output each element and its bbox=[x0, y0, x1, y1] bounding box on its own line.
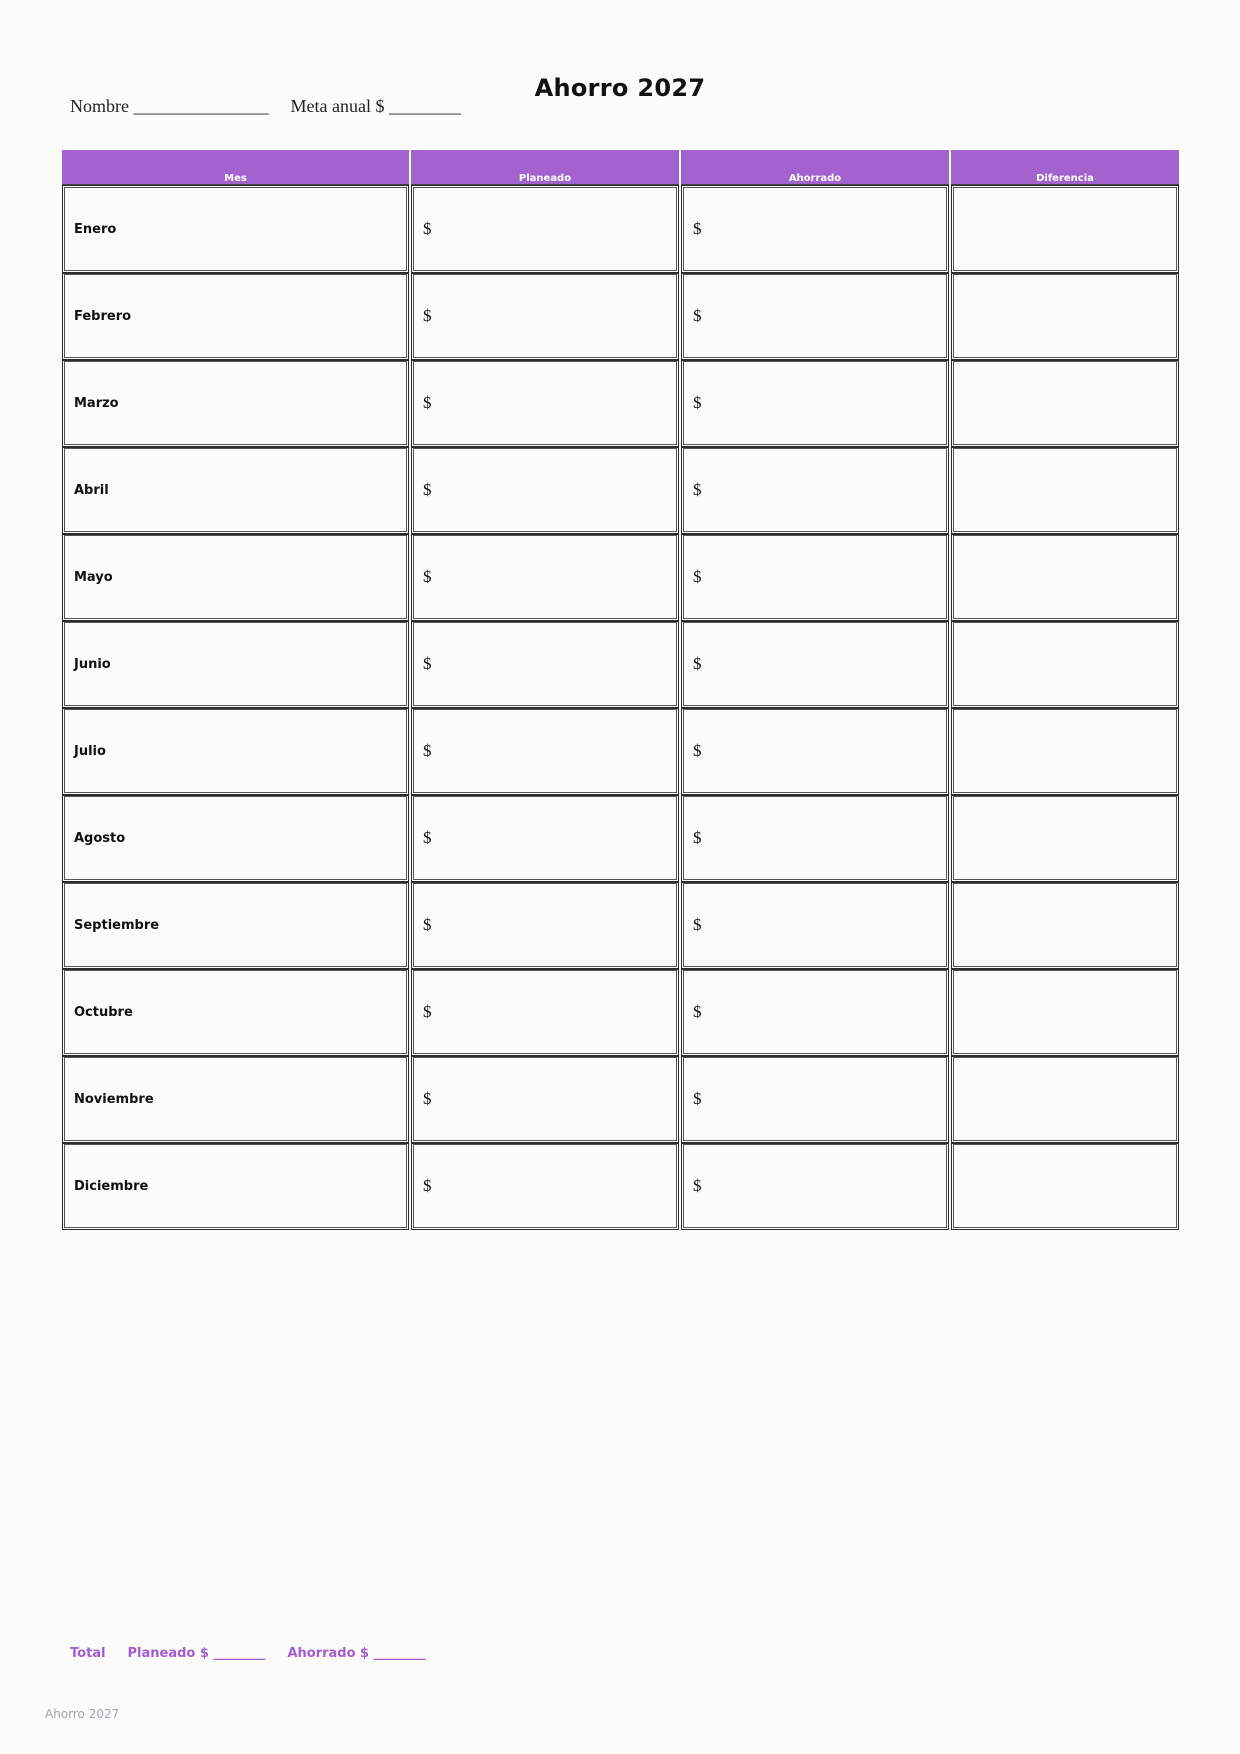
diferencia-cell[interactable] bbox=[951, 360, 1179, 447]
currency-symbol: $ bbox=[693, 1089, 702, 1108]
ahorrado-cell[interactable] bbox=[681, 447, 949, 534]
planeado-cell[interactable] bbox=[411, 185, 679, 273]
currency-symbol: $ bbox=[423, 654, 432, 673]
currency-symbol: $ bbox=[693, 480, 702, 499]
month-cell bbox=[62, 185, 409, 273]
planeado-cell[interactable] bbox=[411, 360, 679, 447]
table-row bbox=[62, 1056, 1179, 1143]
diferencia-cell[interactable] bbox=[951, 708, 1179, 795]
table-row bbox=[62, 447, 1179, 534]
month-cell bbox=[62, 447, 409, 534]
page-title-text: Ahorro 2027 bbox=[534, 74, 706, 102]
table-row bbox=[62, 969, 1179, 1056]
diferencia-cell[interactable] bbox=[951, 273, 1179, 360]
diferencia-cell[interactable] bbox=[951, 621, 1179, 708]
currency-symbol: $ bbox=[693, 1002, 702, 1021]
savings-table bbox=[60, 150, 1181, 1230]
month-cell bbox=[62, 795, 409, 882]
month-label: Agosto bbox=[74, 831, 126, 846]
currency-symbol: $ bbox=[693, 915, 702, 934]
month-label: Diciembre bbox=[74, 1179, 149, 1194]
total-ahorrado-field[interactable]: Ahorrado $ ________ bbox=[287, 1646, 426, 1661]
currency-symbol: $ bbox=[693, 306, 702, 325]
currency-symbol: $ bbox=[693, 567, 702, 586]
diferencia-cell[interactable] bbox=[951, 969, 1179, 1056]
month-cell bbox=[62, 1056, 409, 1143]
planeado-cell[interactable] bbox=[411, 795, 679, 882]
month-label: Febrero bbox=[74, 309, 132, 324]
table-row bbox=[62, 708, 1179, 795]
ahorrado-cell[interactable] bbox=[681, 882, 949, 969]
meta-anual-field[interactable]: Meta anual $ ________ bbox=[290, 96, 461, 116]
planeado-cell[interactable] bbox=[411, 1056, 679, 1143]
currency-symbol: $ bbox=[423, 741, 432, 760]
currency-symbol: $ bbox=[423, 219, 432, 238]
currency-symbol: $ bbox=[423, 480, 432, 499]
currency-symbol: $ bbox=[423, 567, 432, 586]
diferencia-cell[interactable] bbox=[951, 1056, 1179, 1143]
table-row bbox=[62, 621, 1179, 708]
table-row bbox=[62, 882, 1179, 969]
currency-symbol: $ bbox=[423, 828, 432, 847]
column-header-planeado: Planeado bbox=[411, 150, 679, 185]
currency-symbol: $ bbox=[693, 828, 702, 847]
planeado-cell[interactable] bbox=[411, 534, 679, 621]
column-header-ahorrado: Ahorrado bbox=[681, 150, 949, 185]
diferencia-cell[interactable] bbox=[951, 795, 1179, 882]
table-row bbox=[62, 273, 1179, 360]
total-planeado-field[interactable]: Planeado $ ________ bbox=[127, 1646, 266, 1661]
ahorrado-cell[interactable] bbox=[681, 360, 949, 447]
month-cell bbox=[62, 882, 409, 969]
ahorrado-cell[interactable] bbox=[681, 795, 949, 882]
month-label: Abril bbox=[74, 483, 109, 498]
totals-line bbox=[70, 1646, 426, 1661]
ahorrado-cell[interactable] bbox=[681, 534, 949, 621]
page-footer: Ahorro 2027 bbox=[45, 1707, 120, 1721]
currency-symbol: $ bbox=[423, 1002, 432, 1021]
currency-symbol: $ bbox=[693, 1176, 702, 1195]
month-label: Noviembre bbox=[74, 1092, 154, 1107]
ahorrado-cell[interactable] bbox=[681, 708, 949, 795]
month-cell bbox=[62, 1143, 409, 1230]
diferencia-cell[interactable] bbox=[951, 185, 1179, 273]
ahorrado-cell[interactable] bbox=[681, 621, 949, 708]
month-cell bbox=[62, 708, 409, 795]
diferencia-cell[interactable] bbox=[951, 447, 1179, 534]
currency-symbol: $ bbox=[423, 393, 432, 412]
month-cell bbox=[62, 534, 409, 621]
ahorrado-cell[interactable] bbox=[681, 1143, 949, 1230]
column-header-diferencia: Diferencia bbox=[951, 150, 1179, 185]
ahorrado-cell[interactable] bbox=[681, 969, 949, 1056]
total-label: Total bbox=[70, 1646, 106, 1661]
planeado-cell[interactable] bbox=[411, 447, 679, 534]
month-cell bbox=[62, 360, 409, 447]
month-label: Junio bbox=[74, 657, 111, 672]
month-label: Octubre bbox=[74, 1005, 133, 1020]
ahorrado-cell[interactable] bbox=[681, 273, 949, 360]
table-row bbox=[62, 795, 1179, 882]
month-cell bbox=[62, 969, 409, 1056]
nombre-field[interactable]: Nombre _______________ bbox=[70, 96, 269, 116]
ahorrado-cell[interactable] bbox=[681, 185, 949, 273]
planeado-cell[interactable] bbox=[411, 621, 679, 708]
planeado-cell[interactable] bbox=[411, 708, 679, 795]
ahorrado-cell[interactable] bbox=[681, 1056, 949, 1143]
month-label: Julio bbox=[74, 744, 106, 759]
currency-symbol: $ bbox=[423, 1089, 432, 1108]
diferencia-cell[interactable] bbox=[951, 534, 1179, 621]
page-title bbox=[0, 74, 1240, 102]
planeado-cell[interactable] bbox=[411, 882, 679, 969]
planeado-cell[interactable] bbox=[411, 969, 679, 1056]
table-header-row bbox=[62, 150, 1179, 185]
currency-symbol: $ bbox=[693, 393, 702, 412]
month-cell bbox=[62, 621, 409, 708]
planeado-cell[interactable] bbox=[411, 273, 679, 360]
table-row bbox=[62, 185, 1179, 273]
diferencia-cell[interactable] bbox=[951, 1143, 1179, 1230]
column-header-mes: Mes bbox=[62, 150, 409, 185]
currency-symbol: $ bbox=[423, 1176, 432, 1195]
diferencia-cell[interactable] bbox=[951, 882, 1179, 969]
currency-symbol: $ bbox=[423, 915, 432, 934]
month-label: Marzo bbox=[74, 396, 119, 411]
table-row bbox=[62, 360, 1179, 447]
month-cell bbox=[62, 273, 409, 360]
planeado-cell[interactable] bbox=[411, 1143, 679, 1230]
currency-symbol: $ bbox=[693, 219, 702, 238]
table-row bbox=[62, 534, 1179, 621]
currency-symbol: $ bbox=[423, 306, 432, 325]
currency-symbol: $ bbox=[693, 741, 702, 760]
month-label: Mayo bbox=[74, 570, 113, 585]
month-label: Enero bbox=[74, 222, 117, 237]
month-label: Septiembre bbox=[74, 918, 160, 933]
currency-symbol: $ bbox=[693, 654, 702, 673]
table-row bbox=[62, 1143, 1179, 1230]
